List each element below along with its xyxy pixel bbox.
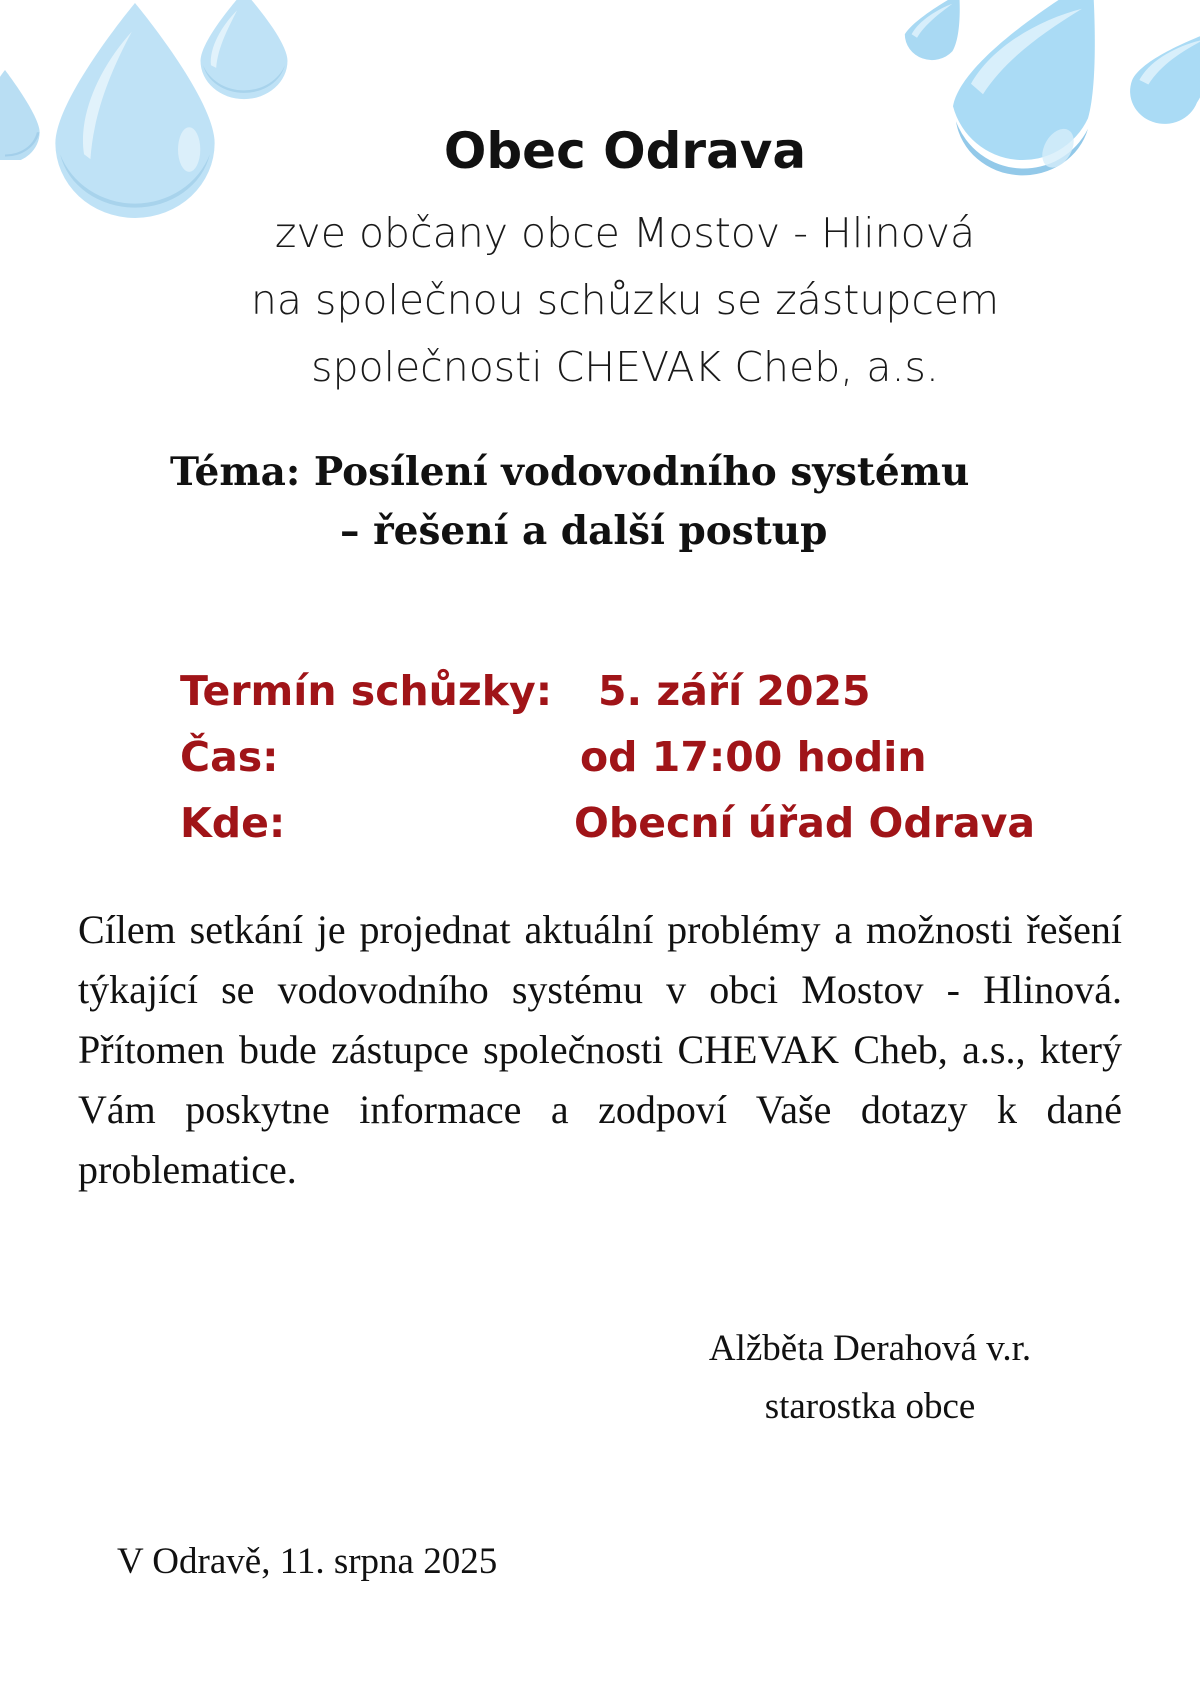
date-value: 5. září 2025: [598, 667, 871, 715]
date-label: Termín schůzky:: [180, 667, 553, 715]
document-heading: Obec Odrava: [443, 122, 807, 180]
water-drop-icon: [200, 0, 288, 100]
time-value: od 17:00 hodin: [580, 733, 927, 781]
topic-line: – řešení a další postup: [340, 508, 828, 554]
time-label: Čas:: [180, 733, 279, 781]
water-drop-icon: [55, 3, 215, 218]
topic-line: Téma: Posílení vodovodního systému: [170, 449, 970, 495]
invitation-text: [0, 200, 1200, 401]
water-drop-icon: [1125, 30, 1200, 130]
signatory-title: starostka obce: [764, 1386, 976, 1427]
place-value: Obecní úřad Odrava: [574, 799, 1036, 847]
signature-block: [660, 1320, 1080, 1436]
body-paragraph: Cílem setkání je projednat aktuální problémy a možnosti řešení týkající se vodovodního systému v obci Mostov - Hlinová. Přítomen bude zástupce společnosti CHEVAK Cheb, a.s., který Vám poskytne informace a zodpoví Vaše dotazy k dané problematice.: [78, 907, 1122, 1192]
dateline: V Odravě, 11. srpna 2025: [117, 1541, 498, 1582]
invitation-line: společnosti CHEVAK Cheb, a.s.: [311, 343, 939, 391]
signatory-name: Alžběta Derahová v.r.: [708, 1328, 1032, 1369]
invitation-line: na společnou schůzku se zástupcem: [250, 276, 1000, 324]
invitation-line: zve občany obce Mostov - Hlinová: [274, 209, 976, 257]
place-label: Kde:: [180, 799, 286, 847]
meeting-topic: [170, 443, 969, 561]
